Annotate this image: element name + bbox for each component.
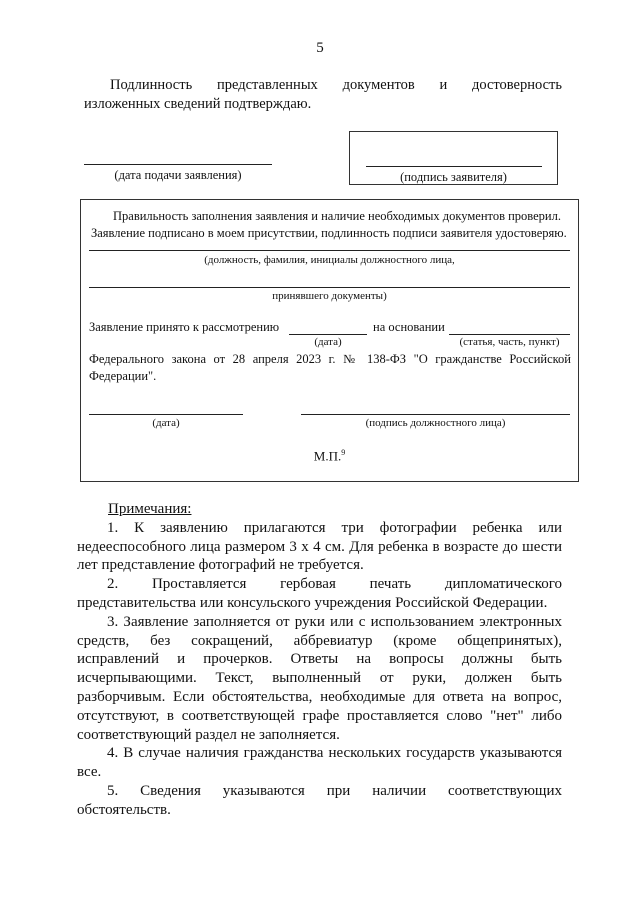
- note-item: 1. К заявлению прилагаются три фотографии ребенка или недееспособного лица размером 3 х 4 см. Для ребенка в возрасте до шести лет представление фотографий не требуется.: [77, 519, 562, 574]
- stamp-label: М.П.: [313, 448, 342, 464]
- verification-line-1: Правильность заполнения заявления и наличие необходимых документов проверил.: [113, 209, 561, 223]
- stamp-place: [81, 448, 578, 464]
- page-number: 5: [316, 40, 324, 56]
- official-accepted-caption: принявшего документы): [272, 290, 387, 302]
- word: достоверность: [471, 77, 562, 93]
- official-date-caption: (дата): [152, 417, 180, 429]
- submission-date-caption: (дата подачи заявления): [114, 168, 242, 182]
- official-date-line: [89, 414, 243, 415]
- article-line: [449, 334, 570, 335]
- confirmation-line-1: [84, 76, 562, 95]
- note-item: 2. Проставляется гербовая печать дипломатического представительства или консульского учреждения Российской Федерации.: [77, 576, 562, 611]
- verification-text: [91, 208, 571, 242]
- law-reference: [89, 351, 571, 385]
- word: представленных: [216, 77, 318, 93]
- accepted-label: Заявление принято к рассмотрению: [89, 320, 280, 334]
- official-position-line: [89, 250, 570, 251]
- verification-line-2: Заявление подписано в моем присутствии, подлинность подписи заявителя удостоверяю.: [91, 226, 567, 240]
- law-reference-line-1: Федерального закона от 28 апреля 2023 г. № 138-ФЗ "О гражданстве Российской: [89, 352, 571, 366]
- acceptance-date-line: [289, 334, 367, 335]
- note-item: 5. Сведения указываются при наличии соответствующих обстоятельств.: [77, 782, 562, 818]
- notes-heading: Примечания:: [108, 501, 192, 517]
- confirmation-line-2: изложенных сведений подтверждаю.: [84, 96, 312, 112]
- article-caption: (статья, часть, пункт): [459, 336, 560, 348]
- applicant-signature-caption: (подпись заявителя): [400, 170, 507, 184]
- submission-date-line: [84, 164, 272, 165]
- word: Подлинность: [110, 77, 193, 93]
- applicant-signature-box: [349, 131, 558, 185]
- official-verification-box: [80, 199, 579, 482]
- basis-label: на основании: [373, 320, 445, 334]
- law-reference-line-2: Федерации".: [89, 369, 157, 383]
- footnote-marker: 9: [341, 448, 346, 457]
- confirmation-statement: [84, 76, 562, 114]
- word: и: [439, 77, 448, 93]
- notes-section: [77, 500, 562, 820]
- acceptance-date-caption: (дата): [314, 336, 342, 348]
- note-item: 3. Заявление заполняется от руки или с использованием электронных средств, без сокращений, аббревиатур (кроме общепринятых), исправлений и прочерков. Ответы на вопросы должны быть исчерпывающими. Текст, выполненный от руки, должен быть разборчивым. Если обстоятельства, необходимые для ответа на вопрос, отсутствуют, в соответствующей графе проставляется слово "нет" либо соответствующий раздел не заполняется.: [77, 613, 562, 743]
- official-signature-caption: (подпись должностного лица): [365, 417, 506, 429]
- applicant-signature-line: [366, 166, 542, 167]
- word: документов: [342, 77, 415, 93]
- official-signature-line: [301, 414, 570, 415]
- note-item: 4. В случае наличия гражданства нескольких государств указываются все.: [77, 745, 562, 781]
- official-accepted-line: [89, 287, 570, 288]
- official-position-caption: (должность, фамилия, инициалы должностного лица,: [204, 254, 455, 266]
